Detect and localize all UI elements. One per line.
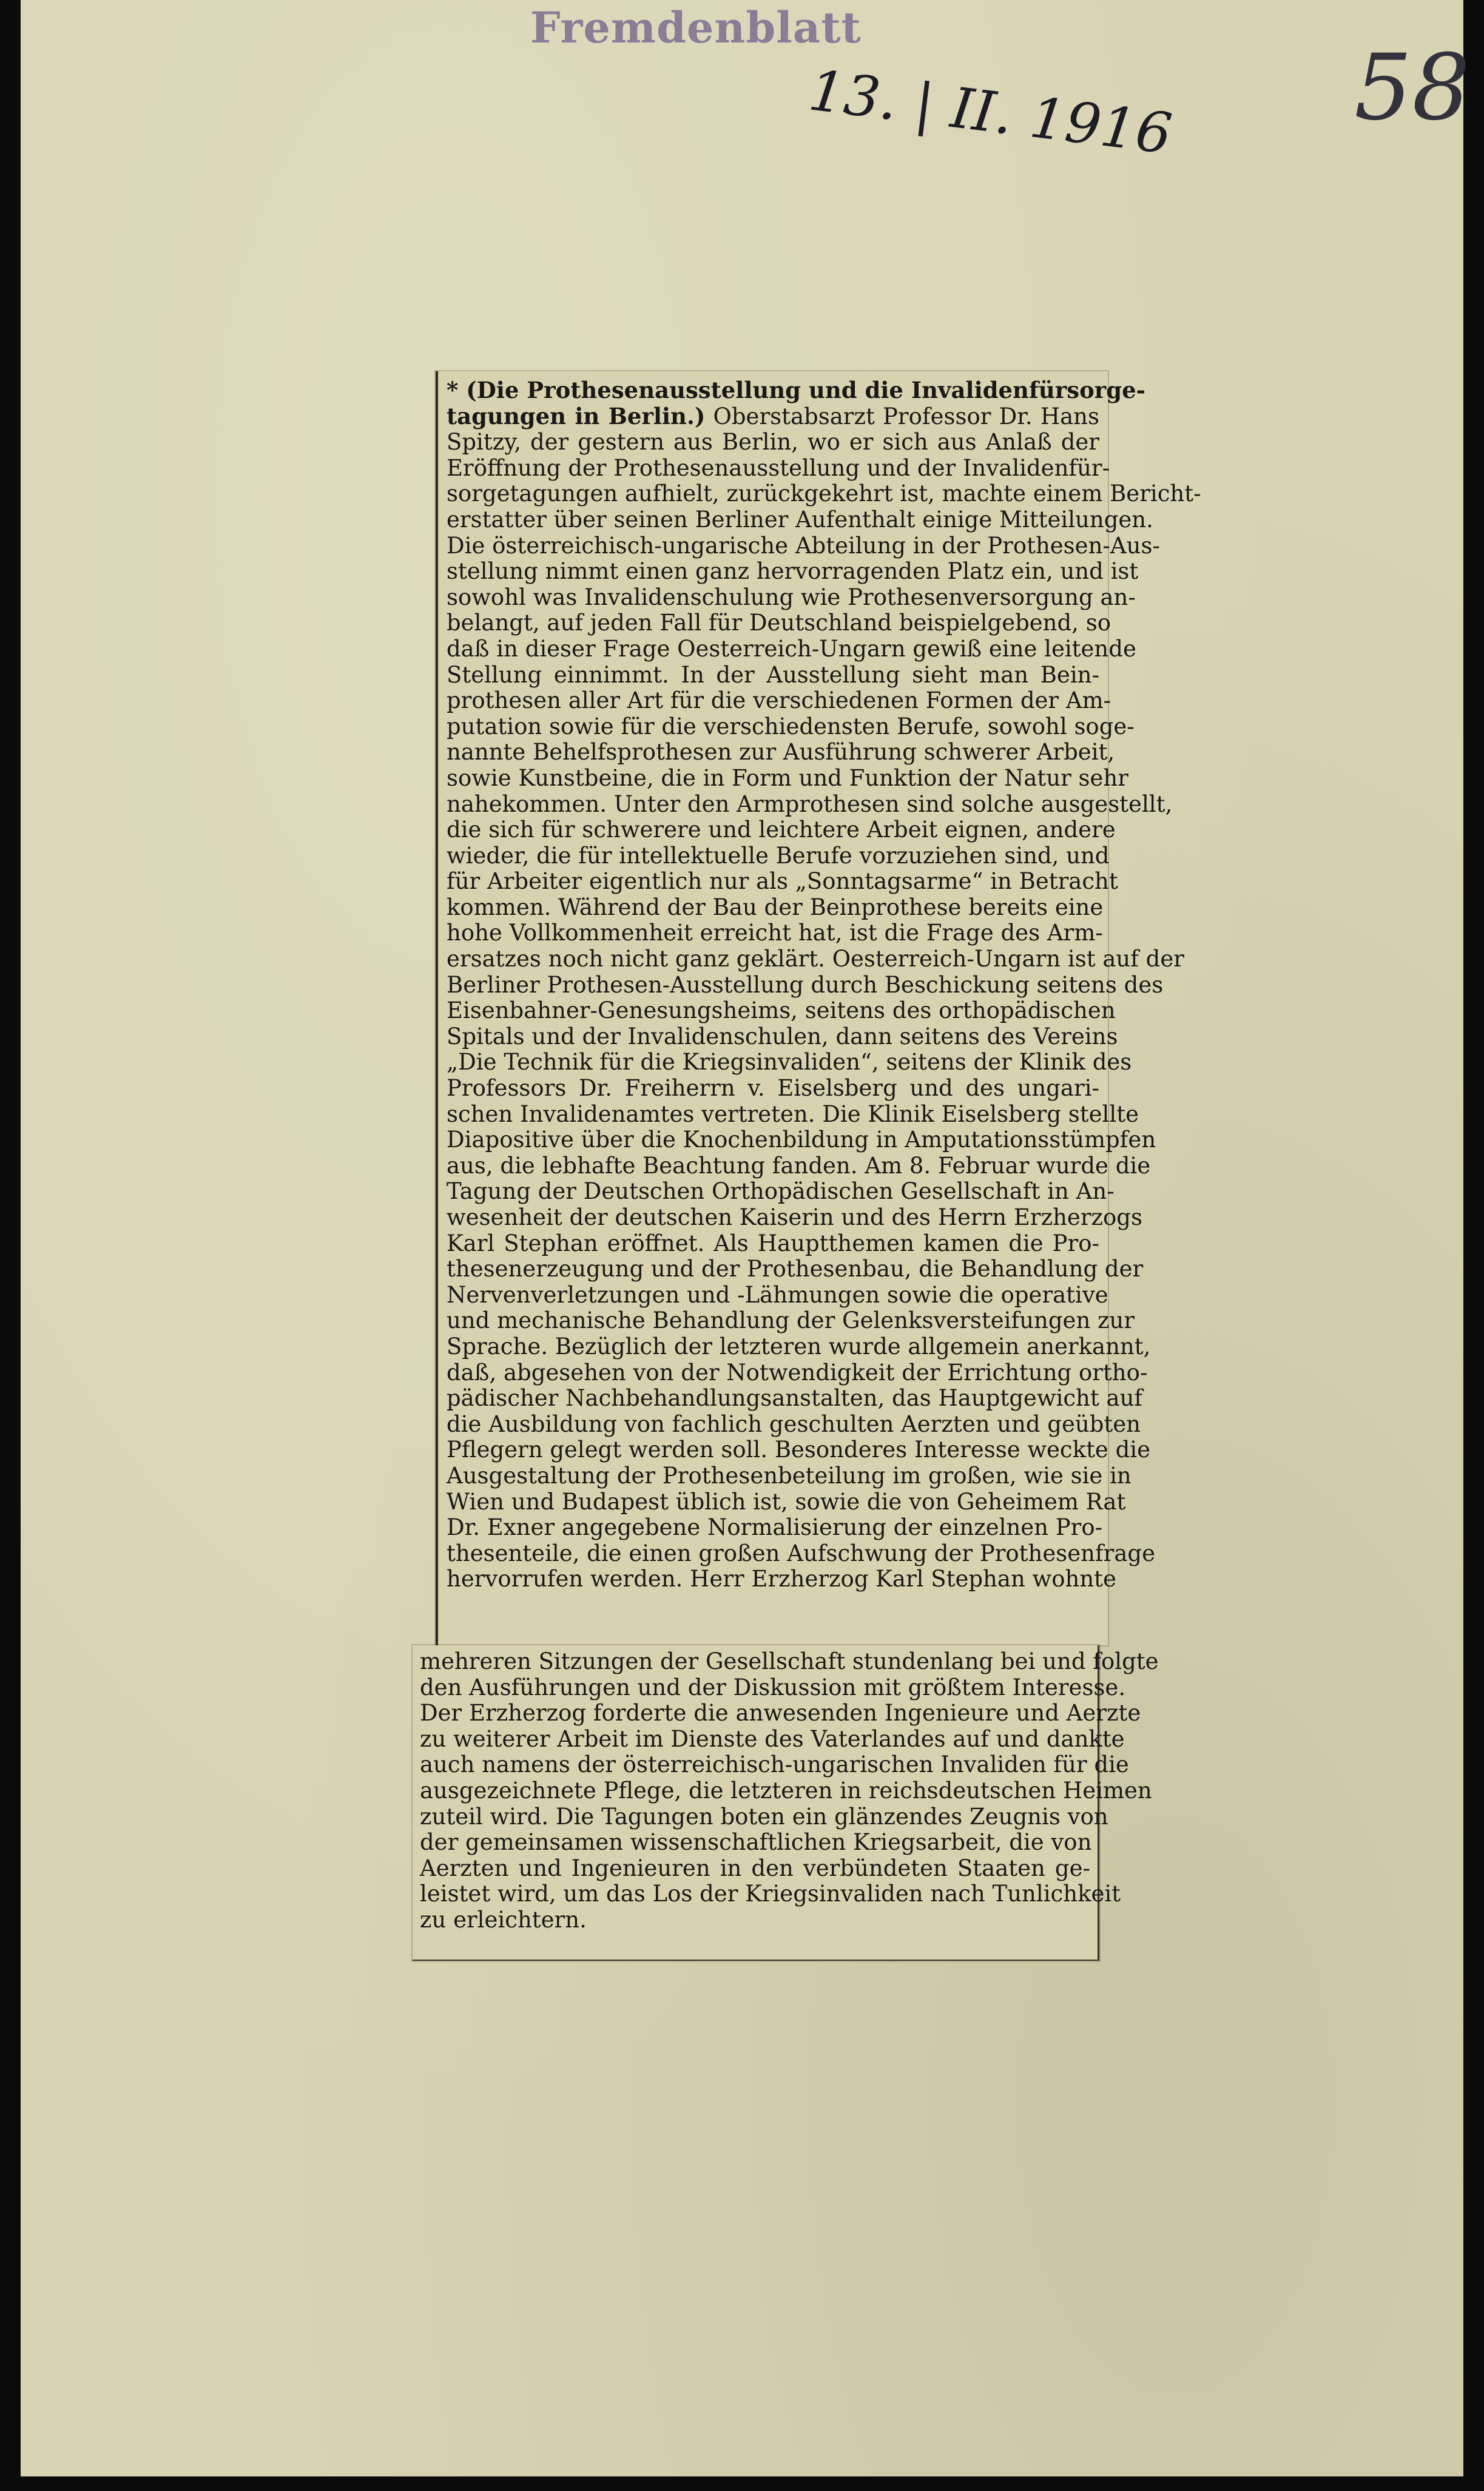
article-line: nannte Behelfsprothesen zur Ausführung schwerer Arbeit, — [447, 739, 1115, 766]
article-line: wieder, die für intellektuelle Berufe vorzuziehen sind, und — [447, 842, 1110, 869]
article-line: „Die Technik für die Kriegsinvaliden“, seitens der Klinik des — [447, 1049, 1132, 1076]
article-line: thesenerzeugung und der Prothesenbau, die Behandlung der — [447, 1256, 1144, 1283]
article-line: der gemeinsamen wissenschaftlichen Kriegsarbeit, die von — [420, 1829, 1092, 1856]
article-line: sowie Kunstbeine, die in Form und Funktion der Natur sehr — [447, 764, 1128, 791]
article-line: Nervenverletzungen und -Lähmungen sowie die operative — [447, 1281, 1108, 1308]
article-line: leistet wird, um das Los der Kriegsinvaliden nach Tunlichkeit — [420, 1881, 1121, 1907]
article-line: prothesen aller Art für die verschiedenen Formen der Am- — [447, 687, 1111, 714]
article-line: Eisenbahner-Genesungsheims, seitens des orthopädischen — [447, 997, 1116, 1024]
article-line: zu weiterer Arbeit im Dienste des Vaterlandes auf und dankte — [420, 1725, 1125, 1752]
article-line: Professors Dr. Freiherrn v. Eiselsberg und des ungari- — [447, 1075, 1099, 1102]
article-line: ausgezeichnete Pflege, die letzteren in reichsdeutschen Heimen — [420, 1777, 1152, 1804]
article-line: Karl Stephan eröffnet. Als Hauptthemen kamen die Pro- — [447, 1230, 1099, 1256]
article-line: die Ausbildung von fachlich geschulten Aerzten und geübten — [447, 1411, 1141, 1437]
article-line: zu erleichtern. — [420, 1906, 587, 1933]
article-line: Berliner Prothesen-Ausstellung durch Beschickung seitens des — [447, 971, 1164, 998]
article-line: thesenteile, die einen großen Aufschwung der Prothesenfrage — [447, 1540, 1156, 1566]
clipping-lower — [413, 1645, 1159, 1961]
article-line: Tagung der Deutschen Orthopädischen Gesellschaft in An- — [447, 1178, 1115, 1205]
article-line: Diapositive über die Knochenbildung in Amputationsstümpfen — [447, 1127, 1156, 1153]
article-line: aus, die lebhafte Beachtung fanden. Am 8. Februar wurde die — [447, 1152, 1151, 1179]
article-line: wesenheit der deutschen Kaiserin und des Herrn Erzherzogs — [447, 1204, 1142, 1230]
article-line: den Ausführungen und der Diskussion mit größtem Interesse. — [420, 1674, 1126, 1701]
article-line: die sich für schwerere und leichtere Arbeit eignen, andere — [447, 817, 1116, 843]
article-line: Wien und Budapest üblich ist, sowie die von Geheimem Rat — [447, 1488, 1126, 1515]
article-line: und mechanische Behandlung der Gelenksversteifungen zur — [447, 1307, 1135, 1334]
clipping-upper — [436, 371, 1201, 1645]
article-line: Eröffnung der Prothesenausstellung und der Invalidenfür- — [447, 454, 1110, 481]
folio-number: 58 — [1354, 35, 1470, 141]
article-line: auch namens der österreichisch-ungarischen Invaliden für die — [420, 1751, 1129, 1778]
article-line: daß in dieser Frage Oesterreich-Ungarn gewiß eine leitende — [447, 635, 1136, 662]
article-line: Der Erzherzog forderte die anwesenden Ingenieure und Aerzte — [420, 1700, 1141, 1727]
article-line: Spitzy, der gestern aus Berlin, wo er sich aus Anlaß der — [447, 429, 1099, 456]
article-line: erstatter über seinen Berliner Aufenthalt einige Mitteilungen. — [447, 506, 1153, 533]
article-line: Ausgestaltung der Prothesenbeteilung im großen, wie sie in — [447, 1462, 1132, 1489]
article-line: belangt, auf jeden Fall für Deutschland beispielgebend, so — [447, 610, 1111, 636]
article-line: hervorrufen werden. Herr Erzherzog Karl Stephan wohnte — [447, 1566, 1116, 1593]
article-line: kommen. Während der Bau der Beinprothese bereits eine — [447, 894, 1104, 920]
newspaper-stamp: Fremdenblatt — [530, 2, 862, 53]
article-line: Dr. Exner angegebene Normalisierung der einzelnen Pro- — [447, 1514, 1103, 1541]
article-line: mehreren Sitzungen der Gesellschaft stundenlang bei und folgte — [420, 1648, 1159, 1674]
article-line: Pflegern gelegt werden soll. Besonderes Interesse weckte die — [447, 1437, 1151, 1463]
article-line: Stellung einnimmt. In der Ausstellung sieht man Bein- — [447, 661, 1099, 688]
article-line: Die österreichisch-ungarische Abteilung in der Prothesen-Aus- — [447, 532, 1160, 559]
article-line: sowohl was Invalidenschulung wie Prothesenversorgung an- — [447, 584, 1136, 610]
article-line: schen Invalidenamtes vertreten. Die Klinik Eiselsberg stellte — [447, 1101, 1139, 1127]
article-heading-tail: tagungen in Berlin.) — [447, 402, 706, 430]
article-line: Aerzten und Ingenieuren in den verbündeten Staaten ge- — [420, 1855, 1090, 1881]
article-line: nahekommen. Unter den Armprothesen sind solche ausgestellt, — [447, 790, 1173, 817]
article-line: sorgetagungen aufhielt, zurückgekehrt ist, machte einem Bericht- — [447, 480, 1201, 507]
article-line: ersatzes noch nicht ganz geklärt. Oesterreich-Ungarn ist auf der — [447, 946, 1184, 972]
article-line: stellung nimmt einen ganz hervorragenden Platz ein, und ist — [447, 558, 1139, 585]
article-line: Sprache. Bezüglich der letzteren wurde allgemein anerkannt, — [447, 1333, 1151, 1360]
article-line: hohe Vollkommenheit erreicht hat, ist die Frage des Arm- — [447, 920, 1103, 946]
article-line: zuteil wird. Die Tagungen boten ein glänzendes Zeugnis von — [420, 1803, 1108, 1830]
article-line: putation sowie für die verschiedensten Berufe, sowohl soge- — [447, 713, 1135, 740]
article-line: Spitals und der Invalidenschulen, dann seitens des Vereins — [447, 1023, 1118, 1050]
article-line: für Arbeiter eigentlich nur als „Sonntagsarme“ in Betracht — [447, 868, 1118, 895]
article-line: daß, abgesehen von der Notwendigkeit der Errichtung ortho- — [447, 1359, 1148, 1386]
article-line: pädischer Nachbehandlungsanstalten, das Hauptgewicht auf — [447, 1385, 1143, 1412]
article-line: * (Die Prothesenausstellung und die Invalidenfürsorge- — [447, 377, 1146, 403]
handwritten-date: 13. | II. 1916 — [805, 58, 1176, 167]
article-line: tagungen in Berlin.) Oberstabsarzt Professor Dr. Hans — [447, 402, 1099, 430]
